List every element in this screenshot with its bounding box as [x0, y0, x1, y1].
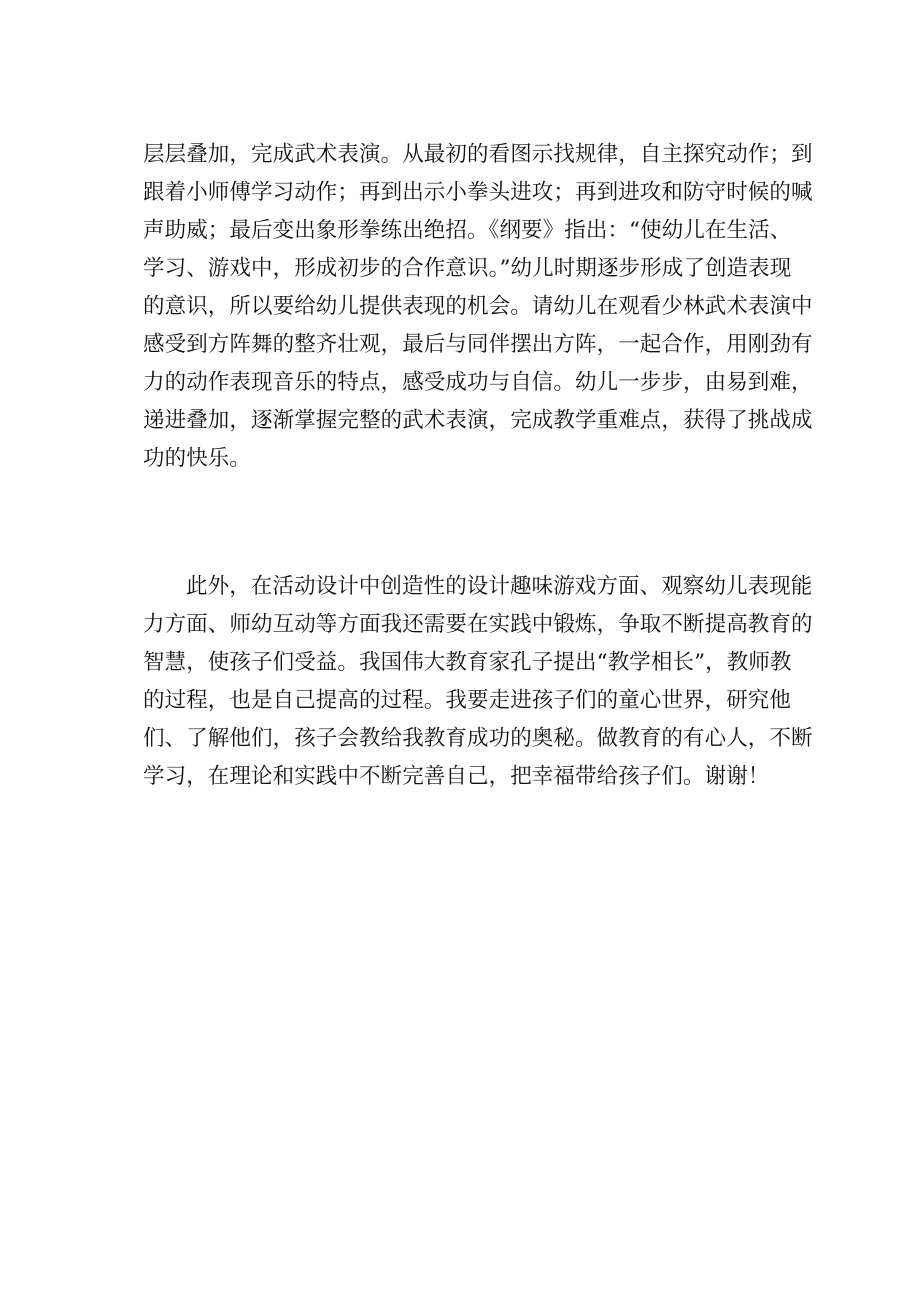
paragraph-line: 功的快乐。: [143, 446, 252, 471]
paragraph-line: 声助威；最后变出象形拳练出绝招。《纲要》指出：“使幼儿在生活、: [143, 218, 792, 243]
paragraph-line: 跟着小师傅学习动作；再到出示小拳头进攻；再到进攻和防守时候的喊: [143, 180, 813, 205]
paragraph-line: 感受到方阵舞的整齐壮观，最后与同伴摆出方阵，一起合作，用刚劲有: [143, 332, 813, 357]
paragraph-line: 的过程，也是自己提高的过程。我要走进孩子们的童心世界，研究他: [143, 688, 792, 713]
paragraph-line: 此外，在活动设计中创造性的设计趣味游戏方面、观察幼儿表现能: [186, 574, 813, 599]
paragraph-line: 力方面、师幼互动等方面我还需要在实践中锻炼，争取不断提高教育的: [143, 612, 813, 637]
paragraph-line: 们、了解他们，孩子会教给我教育成功的奥秘。做教育的有心人，不断: [143, 726, 813, 751]
paragraph-line: 递进叠加，逐渐掌握完整的武术表演，完成教学重难点，获得了挑战成: [143, 408, 813, 433]
paragraph-reflection-process: [143, 136, 813, 478]
paragraph-line: 智慧，使孩子们受益。我国伟大教育家孔子提出“教学相长”，教师教: [143, 650, 792, 675]
paragraph-line: 力的动作表现音乐的特点，感受成功与自信。幼儿一步步，由易到难，: [143, 370, 813, 395]
paragraph-line: 学习，在理论和实践中不断完善自己，把幸福带给孩子们。谢谢！: [143, 764, 770, 789]
paragraph-line: 的意识，所以要给幼儿提供表现的机会。请幼儿在观看少林武术表演中: [143, 294, 813, 319]
paragraph-line: 层层叠加，完成武术表演。从最初的看图示找规律，自主探究动作；到: [143, 142, 813, 167]
paragraph-line: 学习、游戏中，形成初步的合作意识。”幼儿时期逐步形成了创造表现: [143, 256, 792, 281]
paragraph-conclusion: [143, 568, 813, 796]
